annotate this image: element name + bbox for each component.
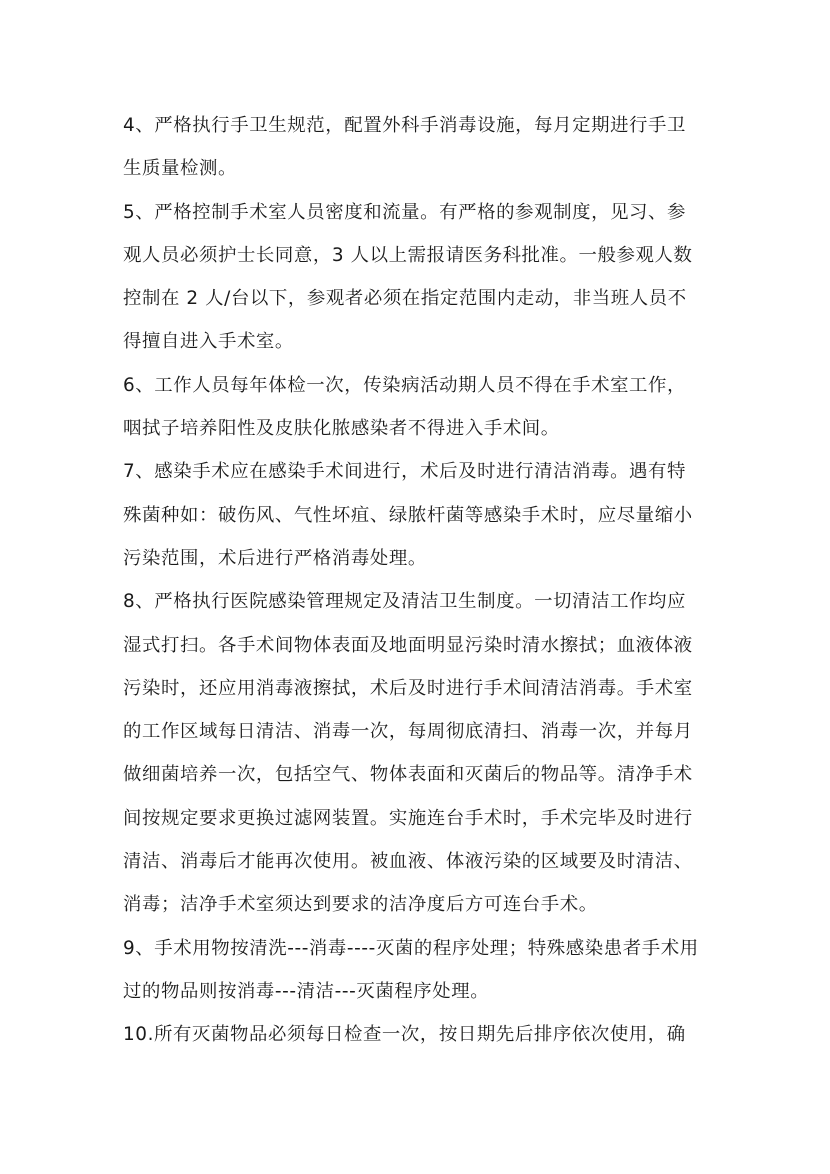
text-line: 10.所有灭菌物品必须每日检查一次，按日期先后排序依次使用，确 xyxy=(123,1024,686,1046)
text-line: 间按规定要求更换过滤网装置。实施连台手术时，手术完毕及时进行 xyxy=(123,807,693,829)
text-line: 污染时，还应用消毒液擦拭，术后及时进行手术间清洁消毒。手术室 xyxy=(123,677,693,699)
text-line: 过的物品则按消毒---清洁---灭菌程序处理。 xyxy=(123,980,490,1002)
text-line: 控制在 2 人/台以下，参观者必须在指定范围内走动，非当班人员不 xyxy=(123,288,687,310)
text-line: 7、感染手术应在感染手术间进行，术后及时进行清洁消毒。遇有特 xyxy=(123,461,687,483)
paragraph-item-6 xyxy=(123,364,723,451)
text-line: 6、工作人员每年体检一次，传染病活动期人员不得在手术室工作， xyxy=(123,374,687,396)
text-line: 湿式打扫。各手术间物体表面及地面明显污染时清水擦拭；血液体液 xyxy=(123,634,693,656)
paragraph-item-7 xyxy=(123,450,723,580)
text-line: 8、严格执行医院感染管理规定及清洁卫生制度。一切清洁工作均应 xyxy=(123,591,687,613)
paragraph-item-5 xyxy=(123,191,723,364)
text-line: 做细菌培养一次，包括空气、物体表面和灭菌后的物品等。清净手术 xyxy=(123,764,693,786)
text-line: 9、手术用物按清洗---消毒----灭菌的程序处理；特殊感染患者手术用 xyxy=(123,937,699,959)
paragraph-item-9 xyxy=(123,927,723,1014)
text-line: 清洁、消毒后才能再次使用。被血液、体液污染的区域要及时清洁、 xyxy=(123,851,693,873)
text-line: 5、严格控制手术室人员密度和流量。有严格的参观制度，见习、参 xyxy=(123,201,687,223)
paragraph-item-8 xyxy=(123,580,723,926)
document-body xyxy=(123,104,723,1057)
text-line: 观人员必须护士长同意，3 人以上需报请医务科批准。一般参观人数 xyxy=(123,244,693,266)
text-line: 得擅自进入手术室。 xyxy=(123,331,294,353)
text-line: 的工作区域每日清洁、消毒一次，每周彻底清扫、消毒一次，并每月 xyxy=(123,721,693,743)
text-line: 污染范围，术后进行严格消毒处理。 xyxy=(123,547,427,569)
text-line: 咽拭子培养阳性及皮肤化脓感染者不得进入手术间。 xyxy=(123,418,560,440)
paragraph-item-10 xyxy=(123,1013,723,1056)
paragraph-item-4 xyxy=(123,104,723,191)
text-line: 4、严格执行手卫生规范，配置外科手消毒设施，每月定期进行手卫 xyxy=(123,115,687,136)
text-line: 生质量检测。 xyxy=(123,158,237,180)
text-line: 殊菌种如：破伤风、气性坏疽、绿脓杆菌等感染手术时，应尽量缩小 xyxy=(123,504,693,526)
text-line: 消毒；洁净手术室须达到要求的洁净度后方可连台手术。 xyxy=(123,894,598,916)
